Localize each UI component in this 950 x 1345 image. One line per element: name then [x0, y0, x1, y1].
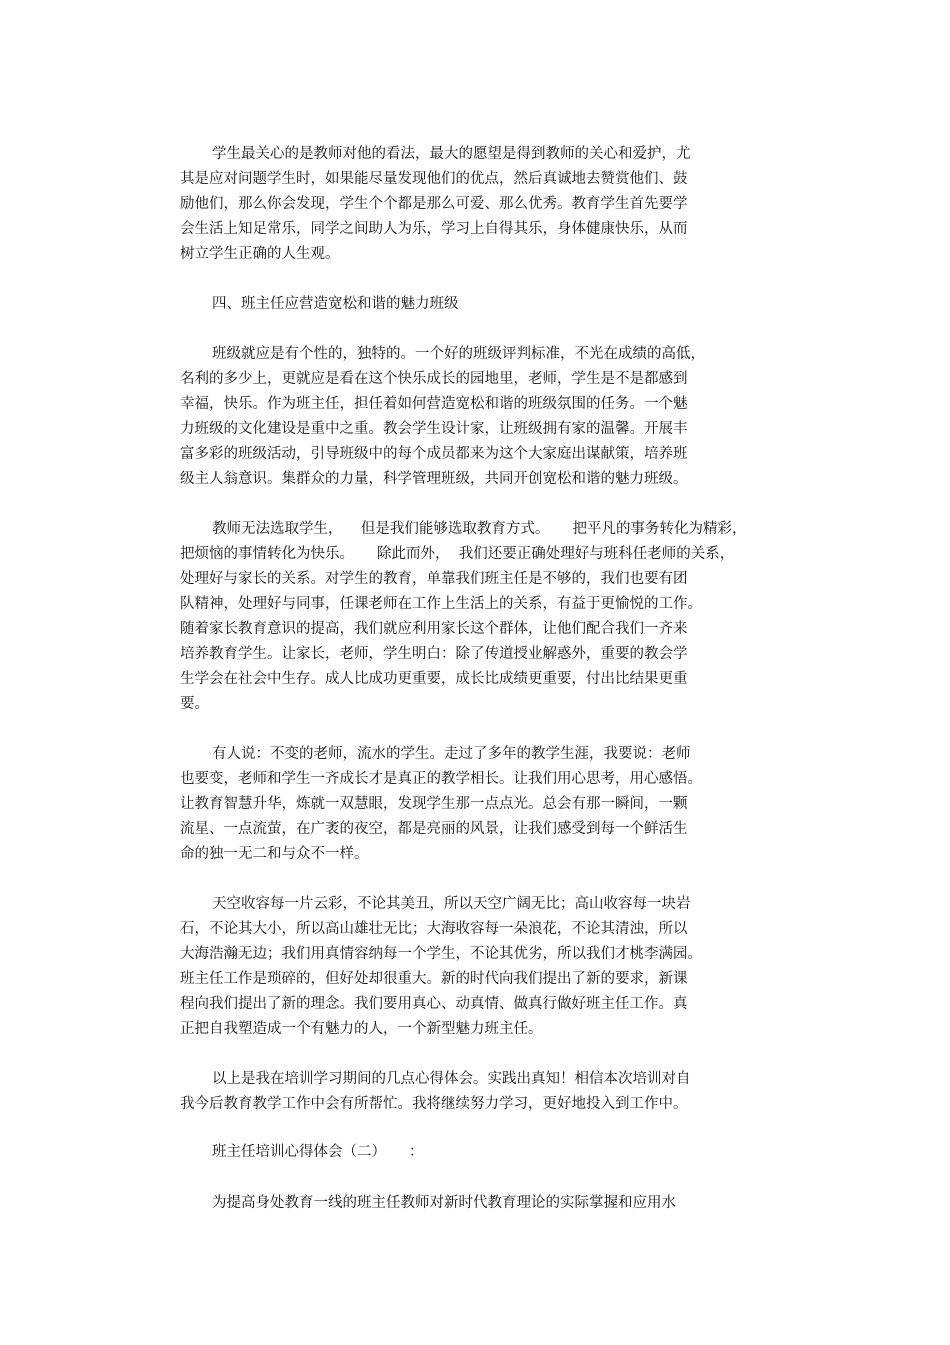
section-heading: 班主任培训心得体会（二） ： [212, 1144, 424, 1160]
paragraph-line: 名利的多少上，更就应是看在这个快乐成长的园地里，老师，学生是不是都感到 [180, 371, 688, 387]
paragraph-line: 富多彩的班级活动，引导班级中的每个成员都来为这个大家庭出谋献策，培养班 [180, 446, 688, 462]
paragraph-line: 也要变，老师和学生一齐成长才是真正的教学相长。让我们用心思考，用心感悟。 [180, 771, 702, 787]
paragraph-line: 要。 [180, 696, 209, 712]
paragraph-line: 班级就应是有个性的，独特的。一个好的班级评判标准，不光在成绩的高低， [212, 346, 705, 362]
paragraph-line: 流星、一点流萤，在广袤的夜空，都是亮丽的风景，让我们感受到每一个鲜活生 [180, 821, 688, 837]
section-heading: 四、班主任应营造宽松和谐的魅力班级 [212, 296, 459, 312]
paragraph-line: 处理好与家长的关系。对学生的教育，单靠我们班主任是不够的，我们也要有团 [180, 571, 688, 587]
paragraph-line: 以上是我在培训学习期间的几点心得体会。实践出真知！相信本次培训对自 [212, 1071, 691, 1087]
paragraph-line: 幸福，快乐。作为班主任，担任着如何营造宽松和谐的班级氛围的任务。一个魅 [180, 396, 688, 412]
paragraph-line: 有人说：不变的老师，流水的学生。走过了多年的教学生涯，我要说：老师 [212, 746, 691, 762]
paragraph-line: 培养教育学生。让家长，老师，学生明白：除了传道授业解惑外，重要的教会学 [180, 646, 688, 662]
paragraph-line: 让教育智慧升华，炼就一双慧眼，发现学生那一点点光。总会有那一瞬间，一颗 [180, 796, 688, 812]
paragraph-line: 大海浩瀚无边；我们用真情容纳每一个学生，不论其优劣，所以我们才桃李满园。 [180, 946, 702, 962]
paragraph-line: 命的独一无二和与众不一样。 [180, 846, 369, 862]
paragraph-line: 励他们，那么你会发现，学生个个都是那么可爱、那么优秀。教育学生首先要学 [180, 196, 688, 212]
paragraph-line: 我今后教育教学工作中会有所帮忙。我将继续努力学习，更好地投入到工作中。 [180, 1096, 688, 1112]
paragraph-line: 正把自我塑造成一个有魅力的人，一个新型魅力班主任。 [180, 1021, 543, 1037]
paragraph-line: 教师无法选取学生， 但是我们能够选取教育方式。 把平凡的事务转化为精彩， [212, 521, 747, 537]
paragraph-line: 班主任工作是琐碎的，但好处却很重大。新的时代向我们提出了新的要求，新课 [180, 971, 688, 987]
paragraph-line: 天空收容每一片云彩，不论其美丑，所以天空广阔无比；高山收容每一块岩 [212, 896, 691, 912]
paragraph-line: 会生活上知足常乐，同学之间助人为乐，学习上自得其乐，身体健康快乐，从而 [180, 221, 688, 237]
paragraph-line: 学生最关心的是教师对他的看法，最大的愿望是得到教师的关心和爱护，尤 [212, 146, 691, 162]
paragraph-line: 队精神，处理好与同事，任课老师在工作上生活上的关系，有益于更愉悦的工作。 [180, 596, 702, 612]
paragraph-line: 程向我们提出了新的理念。我们要用真心、动真情、做真行做好班主任工作。真 [180, 996, 688, 1012]
paragraph-line: 把烦恼的事情转化为快乐。 除此而外， 我们还要正确处理好与班科任老师的关系， [180, 546, 735, 562]
paragraph-line: 级主人翁意识。集群众的力量，科学管理班级，共同开创宽松和谐的魅力班级。 [180, 471, 688, 487]
paragraph-line: 其是应对问题学生时，如果能尽量发现他们的优点，然后真诚地去赞赏他们、鼓 [180, 171, 688, 187]
paragraph-line: 树立学生正确的人生观。 [180, 246, 340, 262]
paragraph-line: 随着家长教育意识的提高，我们就应利用家长这个群体，让他们配合我们一齐来 [180, 621, 688, 637]
paragraph-line: 力班级的文化建设是重中之重。教会学生设计家，让班级拥有家的温馨。开展丰 [180, 421, 688, 437]
paragraph-line: 生学会在社会中生存。成人比成功更重要，成长比成绩更重要，付出比结果更重 [180, 671, 688, 687]
paragraph-line: 石，不论其大小，所以高山雄壮无比；大海收容每一朵浪花，不论其清浊，所以 [180, 921, 688, 937]
paragraph-line: 为提高身处教育一线的班主任教师对新时代教育理论的实际掌握和应用水 [212, 1195, 676, 1211]
